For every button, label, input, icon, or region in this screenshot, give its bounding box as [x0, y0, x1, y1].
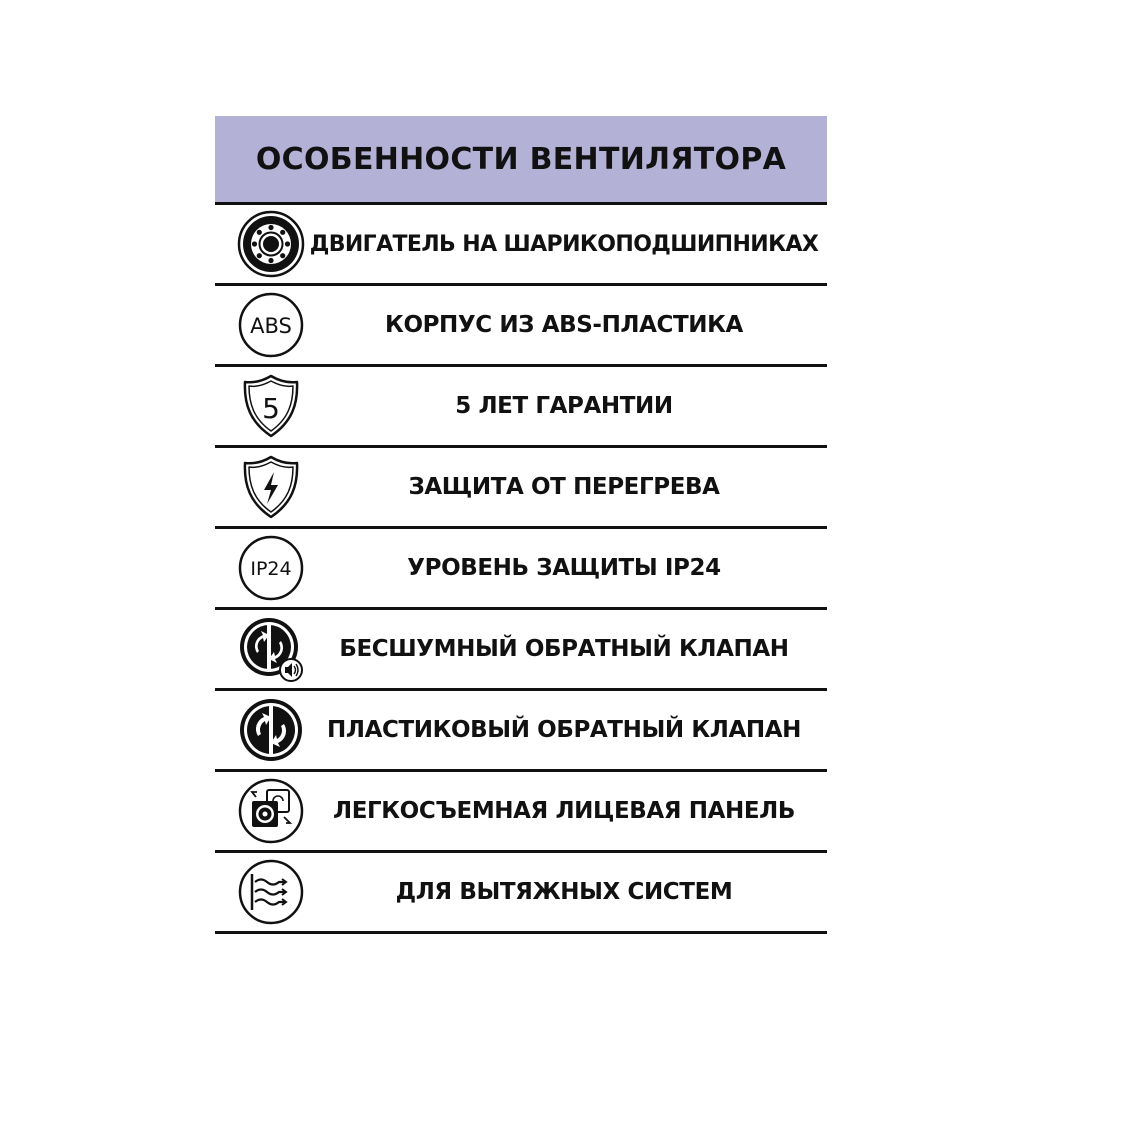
feature-row-ball-bearing [215, 205, 827, 286]
features-panel [215, 116, 827, 934]
check-valve-icon [237, 696, 305, 764]
feature-label: ЗАЩИТА ОТ ПЕРЕГРЕВА [408, 474, 720, 500]
abs-icon-text: ABS [250, 314, 292, 338]
feature-label: КОРПУС ИЗ ABS-ПЛАСТИКА [385, 312, 743, 338]
feature-row-exhaust [215, 853, 827, 934]
shield-icon-text: 5 [262, 392, 280, 425]
shield-lightning-icon [237, 453, 305, 521]
removable-panel-icon [237, 777, 305, 845]
silent-check-valve-icon [237, 615, 305, 683]
exhaust-flow-icon [237, 858, 305, 926]
feature-label: ЛЕГКОСЪЕМНАЯ ЛИЦЕВАЯ ПАНЕЛЬ [333, 798, 795, 824]
feature-row-warranty [215, 367, 827, 448]
feature-label: УРОВЕНЬ ЗАЩИТЫ IP24 [407, 555, 721, 581]
feature-row-removable-panel [215, 772, 827, 853]
feature-row-plastic-valve [215, 691, 827, 772]
ip24-badge-icon [237, 534, 305, 602]
feature-row-silent-valve [215, 610, 827, 691]
feature-row-overheat [215, 448, 827, 529]
shield-5-icon [237, 372, 305, 440]
feature-label: ДВИГАТЕЛЬ НА ШАРИКОПОДШИПНИКАХ [309, 231, 819, 257]
feature-label: ПЛАСТИКОВЫЙ ОБРАТНЫЙ КЛАПАН [327, 717, 801, 743]
ip24-icon-text: IP24 [250, 558, 292, 580]
ball-bearing-icon [237, 210, 305, 278]
panel-title: ОСОБЕННОСТИ ВЕНТИЛЯТОРА [255, 141, 787, 177]
feature-label: 5 ЛЕТ ГАРАНТИИ [455, 393, 673, 419]
feature-label: ДЛЯ ВЫТЯЖНЫХ СИСТЕМ [395, 879, 733, 905]
features-list [215, 202, 827, 934]
feature-row-ip24 [215, 529, 827, 610]
panel-header [215, 116, 827, 202]
abs-badge-icon [237, 291, 305, 359]
feature-row-abs [215, 286, 827, 367]
feature-label: БЕСШУМНЫЙ ОБРАТНЫЙ КЛАПАН [339, 636, 789, 662]
